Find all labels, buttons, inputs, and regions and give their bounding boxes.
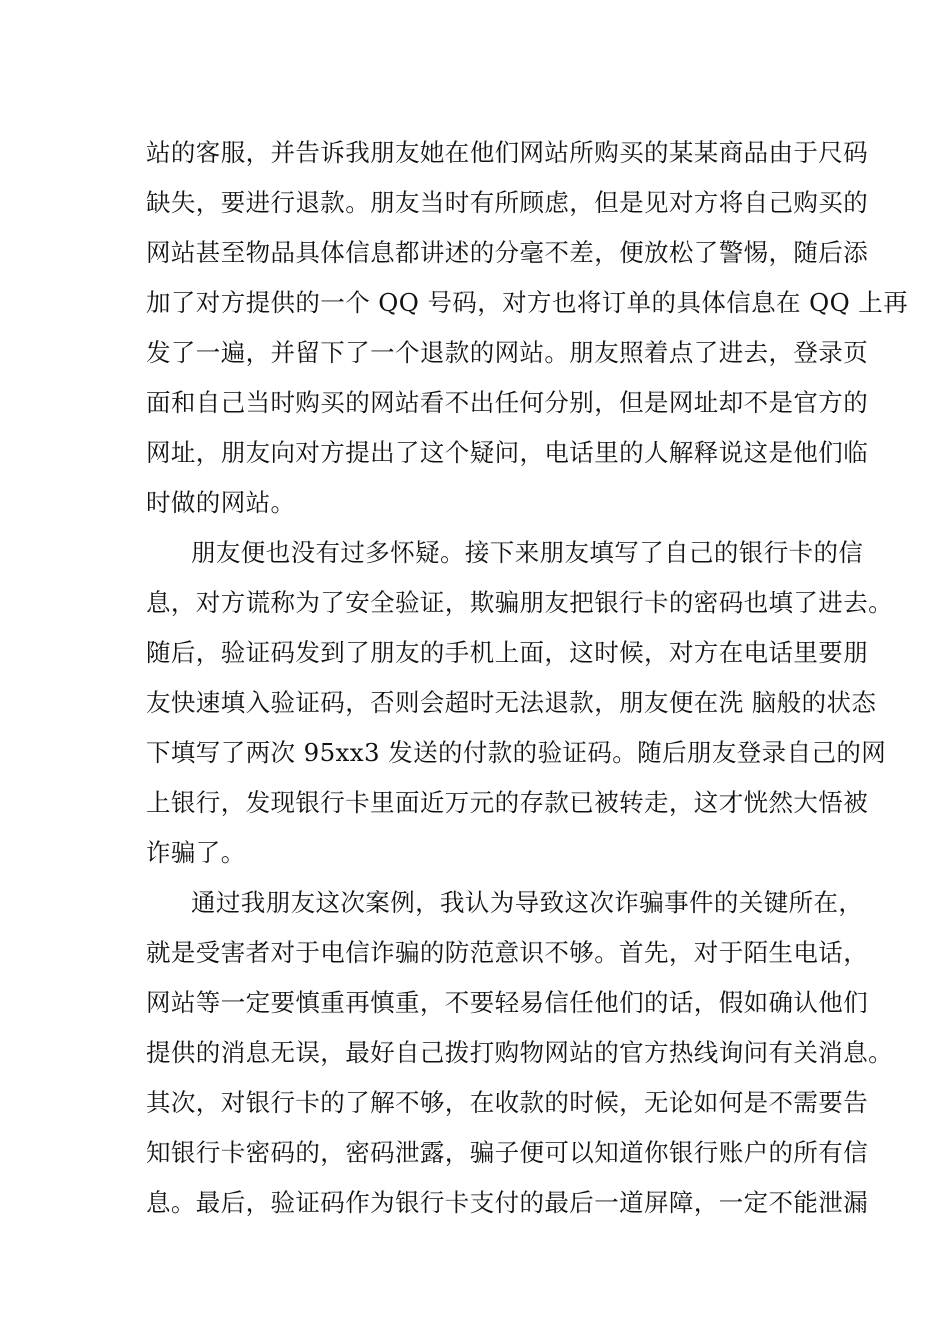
paragraph-3-line-1: 通过我朋友这次案例，我认为导致这次诈骗事件的关键所在，: [191, 888, 864, 917]
paragraph-2-line-5: 下填写了两次 95xx3 发送的付款的验证码。随后朋友登录自己的网: [146, 738, 887, 767]
paragraph-2-line-6: 上银行，发现银行卡里面近万元的存款已被转走，这才恍然大悟被: [146, 788, 869, 817]
paragraph-3-line-7: 息。最后，验证码作为银行卡支付的最后一道屏障，一定不能泄漏: [146, 1188, 869, 1217]
paragraph-1-line-6: 面和自己当时购买的网站看不出任何分别，但是网址却不是官方的: [146, 388, 869, 417]
paragraph-1-line-8: 时做的网站。: [146, 488, 296, 517]
paragraph-2-line-1: 朋友便也没有过多怀疑。接下来朋友填写了自己的银行卡的信: [191, 538, 864, 567]
paragraph-3-line-4: 提供的消息无误，最好自己拨打购物网站的官方热线询问有关消息。: [146, 1038, 893, 1067]
paragraph-3-line-6: 知银行卡密码的，密码泄露，骗子便可以知道你银行账户的所有信: [146, 1138, 869, 1167]
paragraph-3-line-5: 其次，对银行卡的了解不够，在收款的时候，无论如何是不需要告: [146, 1088, 869, 1117]
paragraph-1-line-4: 加了对方提供的一个 QQ 号码，对方也将订单的具体信息在 QQ 上再: [146, 288, 909, 317]
paragraph-3-line-3: 网站等一定要慎重再慎重，不要轻易信任他们的话，假如确认他们: [146, 988, 869, 1017]
paragraph-3-line-2: 就是受害者对于电信诈骗的防范意识不够。首先，对于陌生电话，: [146, 938, 869, 967]
body-text: [146, 128, 909, 1228]
paragraph-1-line-1: 站的客服，并告诉我朋友她在他们网站所购买的某某商品由于尺码: [146, 138, 869, 167]
paragraph-2-line-3: 随后，验证码发到了朋友的手机上面，这时候，对方在电话里要朋: [146, 638, 869, 667]
paragraph-1-line-2: 缺失，要进行退款。朋友当时有所顾虑，但是见对方将自己购买的: [146, 188, 869, 217]
paragraph-1-line-3: 网站甚至物品具体信息都讲述的分毫不差，便放松了警惕，随后添: [146, 238, 869, 267]
paragraph-2-line-2: 息，对方谎称为了安全验证，欺骗朋友把银行卡的密码也填了进去。: [146, 588, 893, 617]
paragraph-1-line-5: 发了一遍，并留下了一个退款的网站。朋友照着点了进去，登录页: [146, 338, 869, 367]
paragraph-2-line-7: 诈骗了。: [146, 838, 246, 867]
paragraph-2-line-4: 友快速填入验证码，否则会超时无法退款，朋友便在洗 脑般的状态: [146, 688, 877, 717]
paragraph-1-line-7: 网址，朋友向对方提出了这个疑问，电话里的人解释说这是他们临: [146, 438, 869, 467]
